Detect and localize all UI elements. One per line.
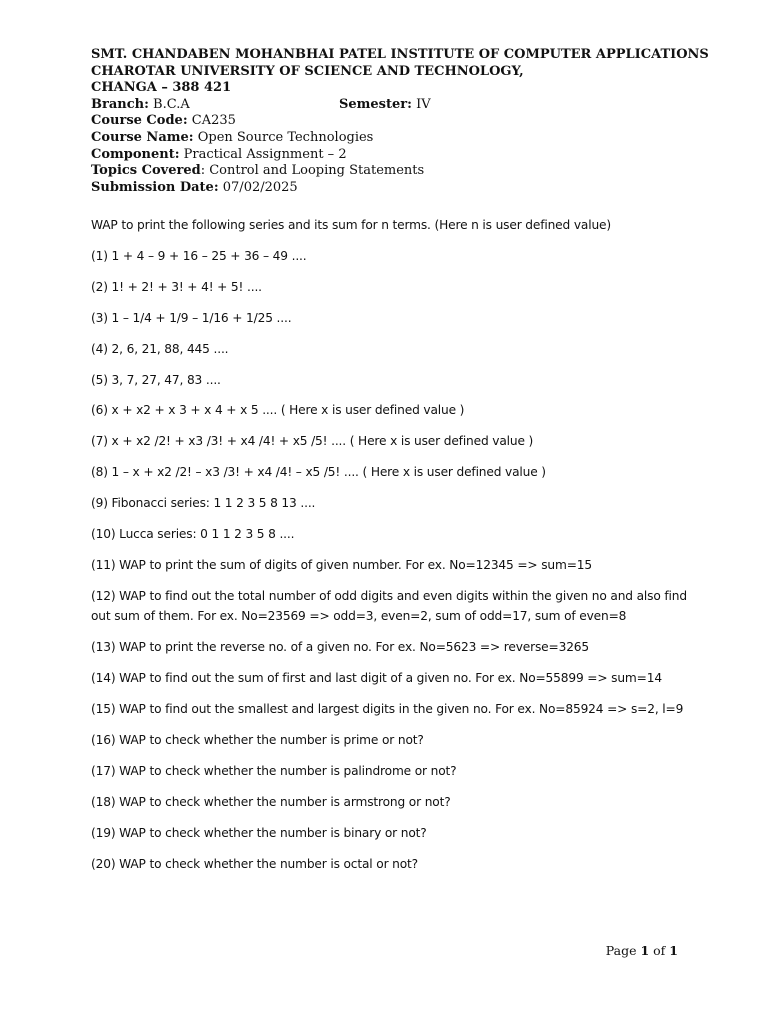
- question-item: (1) 1 + 4 – 9 + 16 – 25 + 36 – 49 ....: [91, 249, 307, 263]
- submission-date-line: [91, 180, 731, 197]
- of-word: of: [653, 943, 666, 958]
- document-header: [91, 47, 731, 196]
- topics-line: [91, 163, 731, 180]
- question-item: (5) 3, 7, 27, 47, 83 ....: [91, 372, 221, 387]
- question-item: (11) WAP to print the sum of digits of given number. For ex. No=12345 => sum=15: [91, 557, 592, 572]
- branch-semester-line: [91, 97, 731, 114]
- topics-label: Topics Covered: [91, 163, 201, 179]
- question-item: (20) WAP to check whether the number is octal or not?: [91, 856, 418, 871]
- question-item: (2) 1! + 2! + 3! + 4! + 5! ....: [91, 279, 262, 294]
- location: CHANGA – 388 421: [91, 80, 232, 96]
- submission-date-label: Submission Date:: [91, 179, 219, 195]
- submission-date-value: 07/02/2025: [222, 179, 298, 195]
- question-item: (7) x + x2 /2! + x3 /3! + x4 /4! + x5 /5! .... ( Here x is user defined value ): [91, 434, 534, 449]
- branch-label: Branch:: [91, 96, 149, 112]
- question-item: (12) WAP to find out the total number of odd digits and even digits within the given no and also find out sum of them. For ex. No=23569 => odd=3, even=2, sum of odd=17, sum of even=8: [91, 588, 687, 624]
- question-item: (13) WAP to print the reverse no. of a given no. For ex. No=5623 => reverse=3265: [91, 640, 590, 655]
- course-code-label: Course Code:: [91, 113, 188, 129]
- university-name: CHAROTAR UNIVERSITY OF SCIENCE AND TECHNOLOGY,: [91, 63, 524, 79]
- page-current: 1: [640, 943, 650, 958]
- course-name-label: Course Name:: [91, 129, 194, 145]
- question-item: (8) 1 – x + x2 /2! – x3 /3! + x4 /4! – x5 /5! .... ( Here x is user defined value ): [91, 465, 546, 480]
- question-item: (15) WAP to find out the smallest and largest digits in the given no. For ex. No=85924 => s=2, l=9: [91, 702, 684, 717]
- question-item: (18) WAP to check whether the number is armstrong or not?: [91, 794, 451, 809]
- page-total: 1: [669, 943, 678, 958]
- institute-name: SMT. CHANDABEN MOHANBHAI PATEL INSTITUTE OF COMPUTER APPLICATIONS: [91, 47, 709, 62]
- question-item: (17) WAP to check whether the number is palindrome or not?: [91, 763, 457, 778]
- component-label: Component:: [91, 146, 180, 162]
- course-name-value: Open Source Technologies: [197, 129, 374, 145]
- assignment-body: [91, 215, 691, 884]
- intro-text: WAP to print the following series and its sum for n terms. (Here n is user defined value): [91, 218, 611, 232]
- question-item: (19) WAP to check whether the number is binary or not?: [91, 825, 427, 840]
- branch-value: B.C.A: [153, 96, 190, 112]
- question-item: (16) WAP to check whether the number is prime or not?: [91, 732, 424, 747]
- question-item: (4) 2, 6, 21, 88, 445 ....: [91, 341, 229, 356]
- question-item: (6) x + x2 + x 3 + x 4 + x 5 .... ( Here x is user defined value ): [91, 403, 465, 418]
- question-item: (14) WAP to find out the sum of first and last digit of a given no. For ex. No=55899 => sum=14: [91, 671, 662, 686]
- semester: [339, 97, 431, 114]
- topics-value: : Control and Looping Statements: [200, 163, 425, 179]
- course-name-line: [91, 130, 731, 147]
- question-item: (9) Fibonacci series: 1 1 2 3 5 8 13 ....: [91, 496, 316, 511]
- semester-label: Semester:: [339, 96, 412, 112]
- question-item: (3) 1 – 1/4 + 1/9 – 1/16 + 1/25 ....: [91, 310, 292, 325]
- question-item: (10) Lucca series: 0 1 1 2 3 5 8 ....: [91, 527, 295, 542]
- semester-value: IV: [416, 96, 431, 112]
- component-line: [91, 147, 731, 164]
- course-code-line: [91, 113, 731, 130]
- page-number: [606, 943, 678, 958]
- component-value: Practical Assignment – 2: [183, 146, 347, 162]
- course-code-value: CA235: [191, 113, 236, 129]
- page-word: Page: [605, 943, 637, 958]
